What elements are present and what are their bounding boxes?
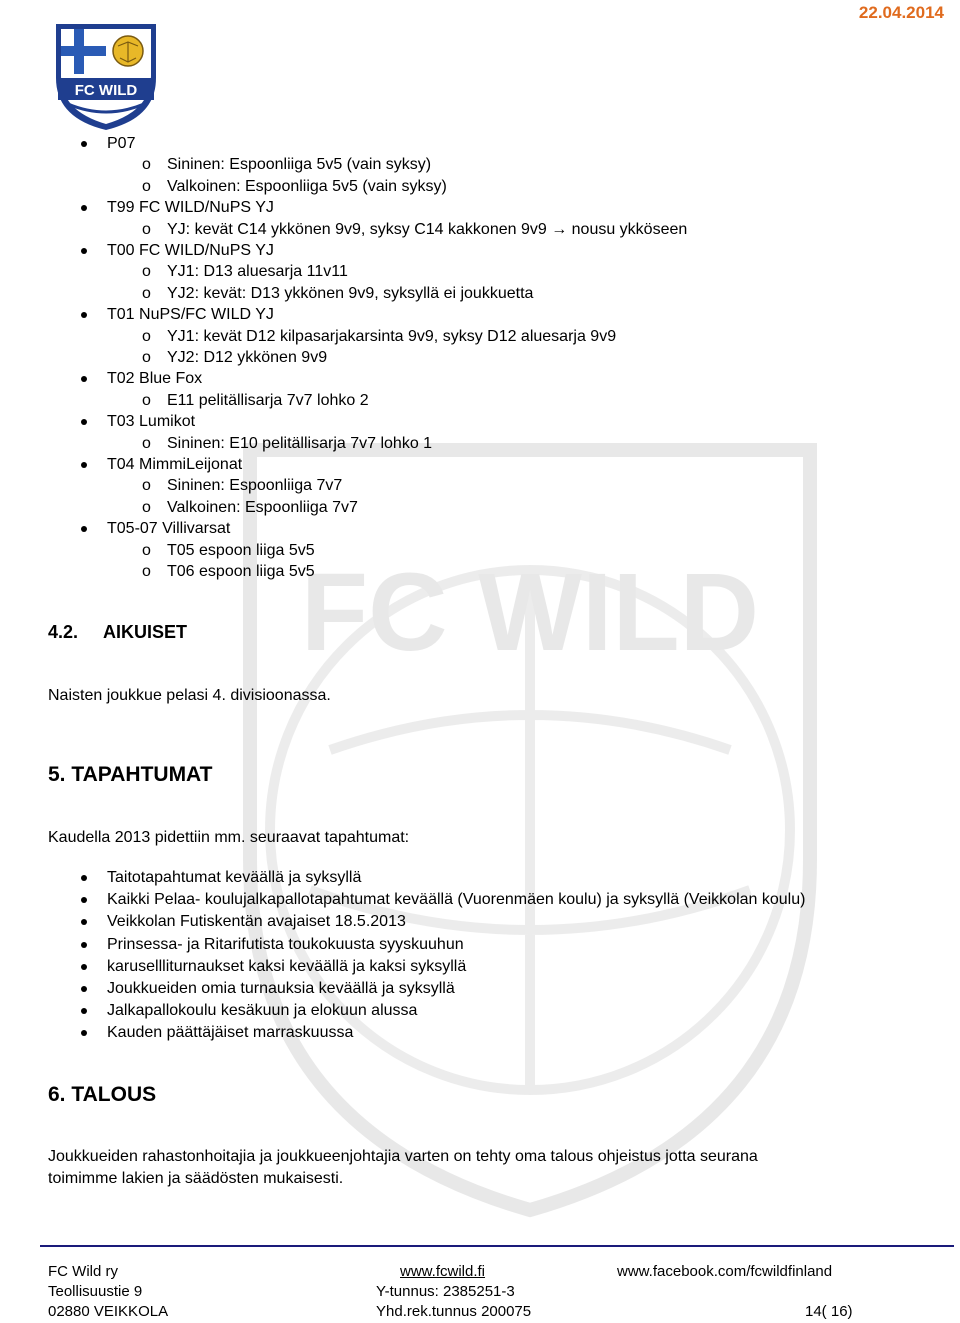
list-item: T00 FC WILD/NuPS YJ [107,242,274,259]
event-item: Jalkapallokoulu kesäkuun ja elokuun alussa [107,1002,418,1019]
sub-bullet: o [142,499,151,516]
footer-street: Teollisuustie 9 [48,1283,143,1300]
bullet [81,942,87,948]
sub-bullet: o [142,156,151,173]
sub-bullet: o [142,392,151,409]
sub-bullet: o [142,563,151,580]
bullet [81,312,87,318]
event-item: Kauden päättäjäiset marraskuussa [107,1024,354,1041]
svg-text:FC WILD: FC WILD [74,82,138,99]
section-number: 5. [48,763,66,786]
section-heading-tapahtumat [48,763,213,787]
list-item: T03 Lumikot [107,413,196,430]
event-item: Veikkolan Futiskentän avajaiset 18.5.2013 [107,913,406,930]
sub-list-item: Sininen: E10 pelitällisarja 7v7 lohko 1 [167,435,433,452]
sub-bullet: o [142,542,151,559]
section-title: TAPAHTUMAT [71,763,213,786]
footer-facebook: www.facebook.com/fcwildfinland [617,1263,833,1280]
bullet [81,897,87,903]
sub-list-item: T05 espoon liiga 5v5 [167,542,315,559]
list-item: T02 Blue Fox [107,370,203,387]
fc-wild-logo [48,18,164,134]
sub-list-item: YJ1: kevät D12 kilpasarjakarsinta 9v9, syksy D12 aluesarja 9v9 [167,328,617,345]
bullet [81,205,87,211]
section-text-line-1: Joukkueiden rahastonhoitajia ja joukkueenjohtajia varten on tehty oma talous ohjeistus jotta seurana [48,1148,758,1165]
sub-list-item: E11 pelitällisarja 7v7 lohko 2 [167,392,369,409]
bullet [81,875,87,881]
footer-org: FC Wild ry [48,1263,118,1280]
event-item: Kaikki Pelaa- koulujalkapallotapahtumat keväällä (Vuorenmäen koulu) ja syksyllä (Veikkolan koulu) [107,891,806,908]
section-number: 4.2. [48,622,79,642]
bullet [81,964,87,970]
bullet [81,1008,87,1014]
section-text-line-2: toimimme lakien ja säädösten mukaisesti. [48,1170,344,1187]
footer-ytunnus: Y-tunnus: 2385251-3 [376,1283,515,1300]
sub-bullet: o [142,435,151,452]
section-heading-aikuiset [48,622,187,643]
section-text: Naisten joukkue pelasi 4. divisioonassa. [48,687,331,704]
sub-bullet: o [142,285,151,302]
sub-bullet: o [142,477,151,494]
sub-list-item: Valkoinen: Espoonliiga 7v7 [167,499,358,516]
sub-list-item: YJ1: D13 aluesarja 11v11 [167,263,348,280]
bullet [81,986,87,992]
footer-postal: 02880 VEIKKOLA [48,1303,169,1320]
list-item: T04 MimmiLeijonat [107,456,243,473]
sub-bullet: o [142,221,151,238]
event-item: Prinsessa- ja Ritarifutista toukokuusta syyskuuhun [107,936,464,953]
section-intro: Kaudella 2013 pidettiin mm. seuraavat tapahtumat: [48,829,410,846]
section-title: TALOUS [71,1083,157,1106]
list-item: T01 NuPS/FC WILD YJ [107,306,274,323]
footer-website-link[interactable]: www.fcwild.fi [400,1263,486,1280]
list-item: P07 [107,135,136,152]
header-date: 22.04.2014 [858,3,944,22]
sub-bullet: o [142,349,151,366]
event-item: karusellliturnaukset kaksi keväällä ja kaksi syksyllä [107,958,467,975]
list-item: T99 FC WILD/NuPS YJ [107,199,274,216]
bullet [81,141,87,147]
sub-list-item: YJ2: D12 ykkönen 9v9 [167,349,328,366]
section-title: AIKUISET [103,622,188,642]
event-item: Joukkueiden omia turnauksia keväällä ja syksyllä [107,980,455,997]
list-item: T05-07 Villivarsat [107,520,231,537]
section-heading-talous [48,1083,156,1107]
bullet [81,919,87,925]
sub-bullet: o [142,178,151,195]
sub-list-item: Sininen: Espoonliiga 7v7 [167,477,343,494]
sub-list-item: YJ: kevät C14 ykkönen 9v9, syksy C14 kakkonen 9v9 → nousu ykköseen [167,221,688,238]
sub-list-item: YJ2: kevät: D13 ykkönen 9v9, syksyllä ei joukkuetta [167,285,534,302]
event-item: Taitotapahtumat keväällä ja syksyllä [107,869,362,886]
svg-text:FC WILD: FC WILD [300,551,760,674]
sub-list-item: Valkoinen: Espoonliiga 5v5 (vain syksy) [167,178,447,195]
sub-bullet: o [142,328,151,345]
sub-list-item: T06 espoon liiga 5v5 [167,563,315,580]
bullet [81,419,87,425]
section-number: 6. [48,1083,66,1106]
footer-divider [40,1245,954,1247]
bullet [81,376,87,382]
footer-page-number: 14( 16) [805,1303,853,1320]
bullet [81,462,87,468]
sub-list-item: Sininen: Espoonliiga 5v5 (vain syksy) [167,156,432,173]
bullet [81,248,87,254]
footer-yhd: Yhd.rek.tunnus 200075 [376,1303,532,1320]
sub-bullet: o [142,263,151,280]
bullet [81,526,87,532]
bullet [81,1030,87,1036]
